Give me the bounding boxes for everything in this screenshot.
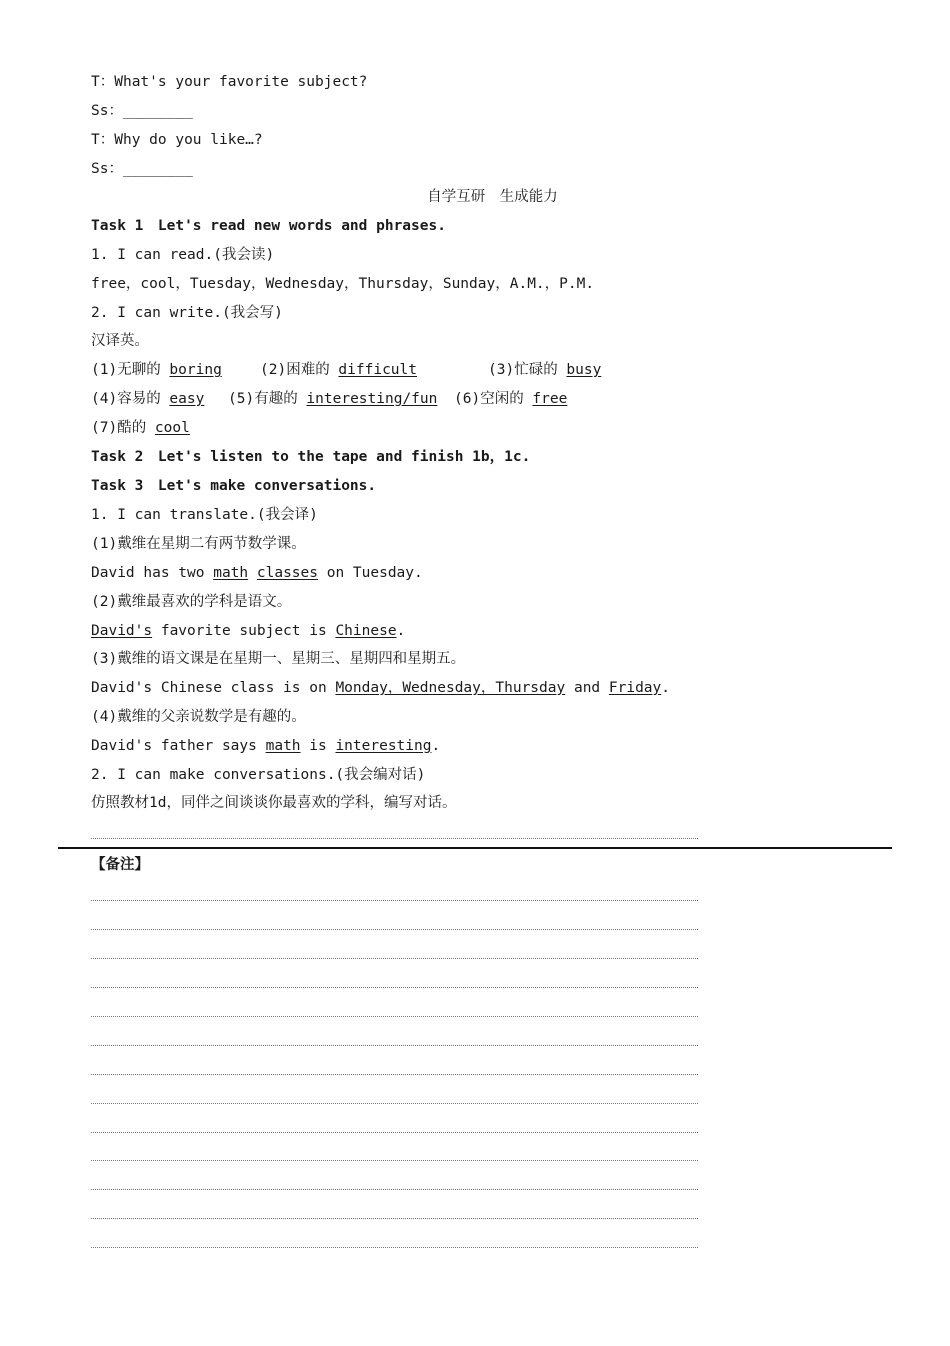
student-answer-2: Ss：________ <box>91 161 193 177</box>
conversation-heading: 2. I can make conversations.(我会编对话) <box>91 767 426 783</box>
text: David has two <box>91 565 214 581</box>
vocab-item <box>91 389 204 409</box>
task-3-title: Task 3 Let's make conversations. <box>91 478 377 494</box>
vocab-answer: busy <box>566 362 602 378</box>
notes-line[interactable] <box>91 900 698 901</box>
notes-line[interactable] <box>91 1016 698 1017</box>
sentence-1-chinese: (1)戴维在星期二有两节数学课。 <box>91 536 306 552</box>
vocab-item <box>454 389 567 409</box>
section-divider <box>58 847 892 849</box>
answer-line[interactable] <box>91 838 698 839</box>
sentence-1-english <box>91 563 423 583</box>
notes-line[interactable] <box>91 1247 698 1248</box>
sentence-3-chinese: (3)戴维的语文课是在星期一、星期三、星期四和星期五。 <box>91 651 466 667</box>
notes-line[interactable] <box>91 1074 698 1075</box>
translate-heading: 1. I can translate.(我会译) <box>91 507 318 523</box>
vocab-answer: free <box>532 391 568 407</box>
sentence-2-chinese: (2)戴维最喜欢的学科是语文。 <box>91 594 292 610</box>
notes-line[interactable] <box>91 929 698 930</box>
notes-line[interactable] <box>91 1132 698 1133</box>
task-2-title: Task 2 Let's listen to the tape and finish 1b，1c. <box>91 449 531 465</box>
sentence-4-chinese: (4)戴维的父亲说数学是有趣的。 <box>91 709 306 725</box>
vocab-prompt: (5)有趣的 <box>228 391 307 407</box>
vocab-prompt: (6)空闲的 <box>454 391 533 407</box>
text: . <box>431 738 441 754</box>
vocab-item <box>260 360 417 380</box>
notes-line[interactable] <box>91 1189 698 1190</box>
write-heading: 2. I can write.(我会写) <box>91 305 283 321</box>
text: on Tuesday. <box>317 565 423 581</box>
notes-line[interactable] <box>91 1218 698 1219</box>
task-1-title: Task 1 Let's read new words and phrases. <box>91 218 446 234</box>
answer: classes <box>256 565 318 581</box>
notes-line[interactable] <box>91 987 698 988</box>
answer: interesting <box>335 738 432 754</box>
answer: math <box>213 565 249 581</box>
notes-line[interactable] <box>91 1103 698 1104</box>
answer: Friday <box>608 680 662 696</box>
sentence-3-english <box>91 678 670 698</box>
answer: Monday，Wednesday，Thursday <box>335 680 566 696</box>
answer: Chinese <box>335 623 397 639</box>
vocab-item <box>228 389 437 409</box>
sentence-2-english <box>91 621 405 641</box>
teacher-question-1: T：What's your favorite subject? <box>91 74 368 90</box>
read-heading: 1. I can read.(我会读) <box>91 247 275 263</box>
vocab-prompt: (3)忙碌的 <box>488 362 567 378</box>
vocab-prompt: (4)容易的 <box>91 391 170 407</box>
read-words: free，cool，Tuesday，Wednesday，Thursday，Sunday，A.M.，P.M. <box>91 276 595 292</box>
text: David's Chinese class is on <box>91 680 336 696</box>
vocab-answer: cool <box>154 420 190 436</box>
answer: math <box>265 738 301 754</box>
notes-line[interactable] <box>91 1045 698 1046</box>
vocab-answer: interesting/fun <box>306 391 438 407</box>
vocab-prompt: (2)困难的 <box>260 362 339 378</box>
vocab-prompt: (7)酷的 <box>91 420 155 436</box>
notes-title: 【备注】 <box>91 857 149 873</box>
text: and <box>565 680 609 696</box>
text: David's father says <box>91 738 266 754</box>
notes-line[interactable] <box>91 1160 698 1161</box>
vocab-prompt: (1)无聊的 <box>91 362 170 378</box>
teacher-question-2: T：Why do you like…? <box>91 132 263 148</box>
text: favorite subject is <box>152 623 336 639</box>
vocab-item <box>488 360 601 380</box>
vocab-answer: difficult <box>338 362 417 378</box>
vocab-answer: boring <box>169 362 222 378</box>
vocab-item <box>91 418 190 438</box>
sentence-4-english <box>91 736 440 756</box>
conversation-instruction: 仿照教材1d，同伴之间谈谈你最喜欢的学科，编写对话。 <box>91 795 457 811</box>
text: . <box>661 680 671 696</box>
vocab-item <box>91 360 222 380</box>
text: is <box>300 738 336 754</box>
write-instruction: 汉译英。 <box>91 333 149 349</box>
notes-line[interactable] <box>91 958 698 959</box>
section-title: 自学互研 生成能力 <box>427 189 558 205</box>
answer: David's <box>91 623 153 639</box>
text <box>248 565 257 581</box>
text: . <box>396 623 406 639</box>
student-answer-1: Ss：________ <box>91 103 193 119</box>
vocab-answer: easy <box>169 391 205 407</box>
